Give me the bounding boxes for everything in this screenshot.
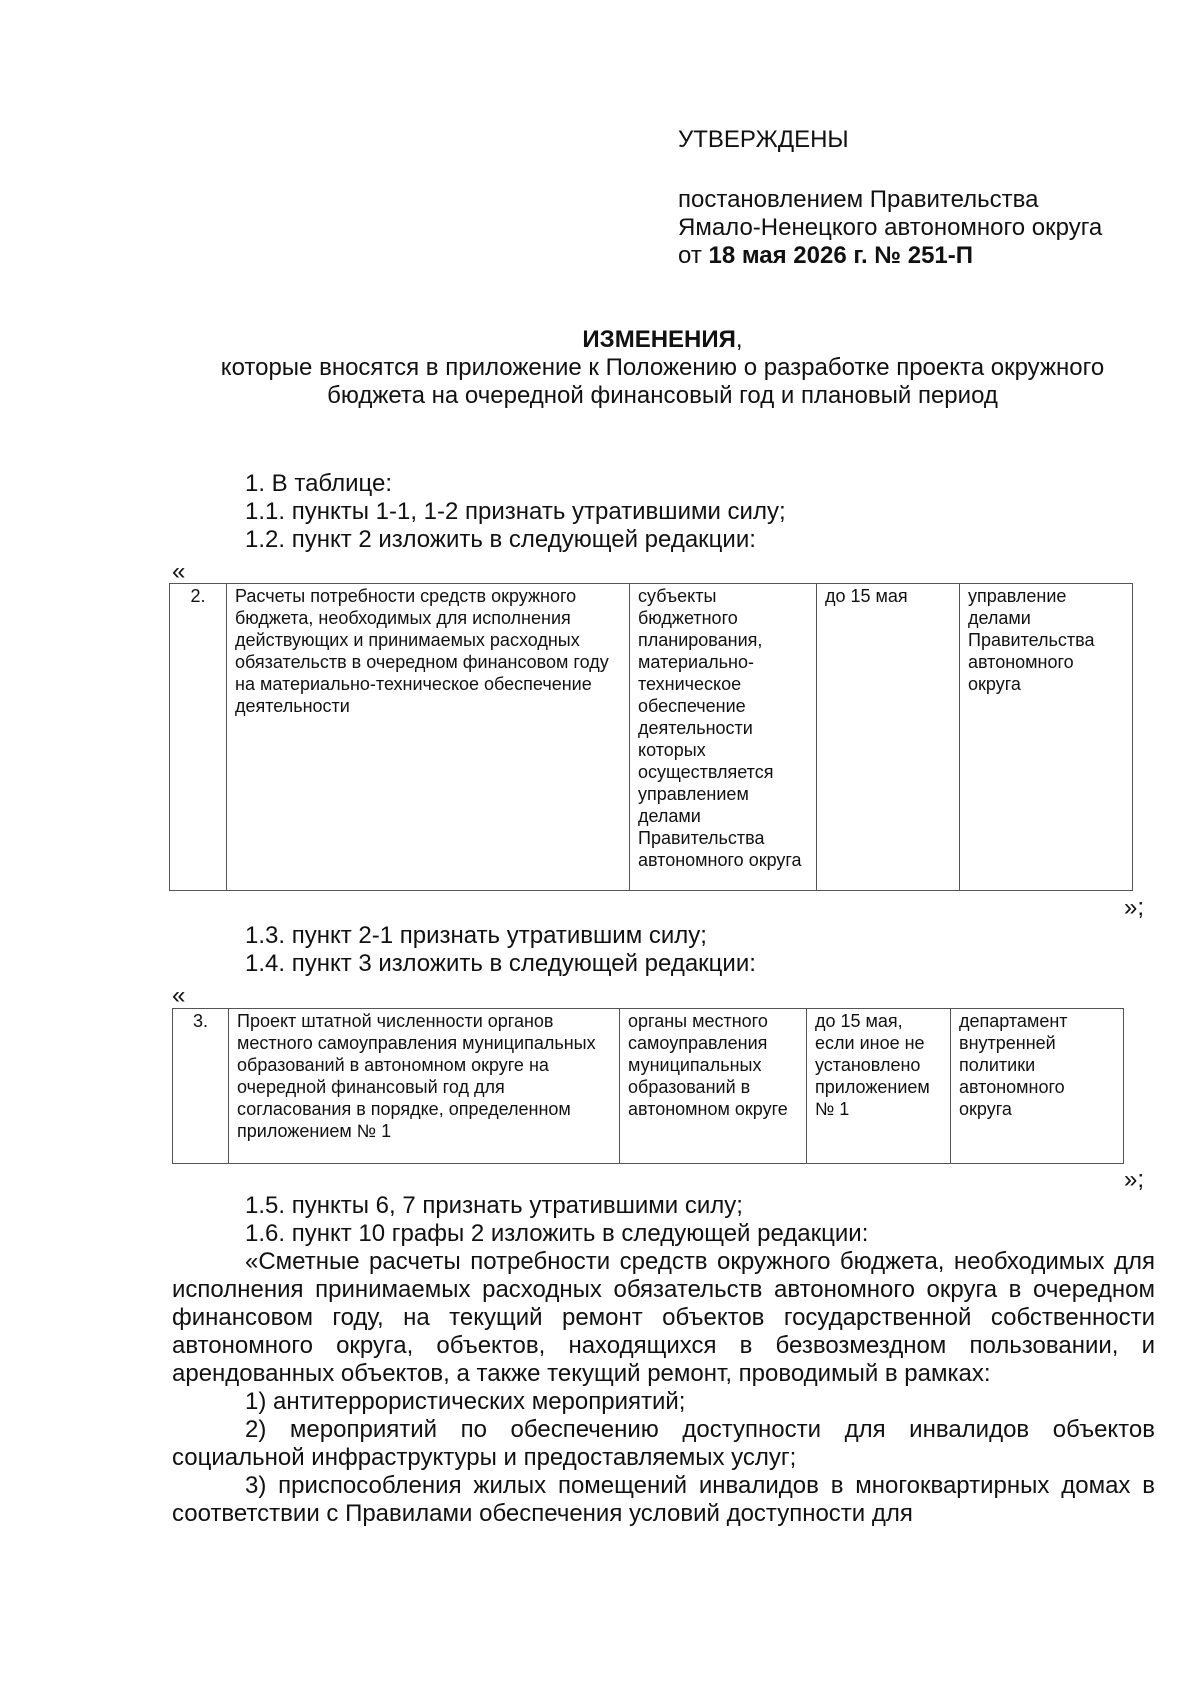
cell-subjects: субъекты бюджетного планирования, материально-техническое обеспечение деятельности которых осуществляется управлением делами Правительства автономного округа bbox=[630, 584, 817, 891]
item-1-2: 1.2. пункт 2 изложить в следующей редакции: bbox=[245, 526, 756, 553]
approval-date-prefix: от bbox=[678, 242, 702, 269]
item-1-6: 1.6. пункт 10 графы 2 изложить в следующей редакции: bbox=[245, 1220, 869, 1247]
items-intro bbox=[172, 470, 1200, 554]
cell-description: Расчеты потребности средств окружного бюджета, необходимых для исполнения действующих и принимаемых расходных обязательств в очередном финансовом году на материально-техническое обеспечение деятельности bbox=[227, 584, 630, 891]
heading-subtitle-line-1: которые вносятся в приложение к Положению о разработке проекта окружного bbox=[220, 354, 1105, 381]
item-1-1: 1.1. пункты 1-1, 1-2 признать утратившими силу; bbox=[245, 498, 786, 525]
paragraph-sub-1: 1) антитеррористических мероприятий; bbox=[245, 1388, 686, 1415]
table-row bbox=[173, 1009, 1124, 1164]
approval-line-1: постановлением Правительства bbox=[678, 186, 1039, 213]
close-quote-2: »; bbox=[1124, 1166, 1145, 1193]
items-middle bbox=[172, 922, 1200, 978]
quoted-paragraph bbox=[172, 1248, 1155, 1528]
approval-title: УТВЕРЖДЕНЫ bbox=[678, 126, 849, 153]
items-final bbox=[172, 1192, 1200, 1248]
cell-responsible: управление делами Правительства автономного округа bbox=[960, 584, 1133, 891]
approval-block bbox=[678, 126, 1178, 270]
open-quote-1: « bbox=[172, 558, 186, 585]
item-1-3: 1.3. пункт 2-1 признать утратившим силу; bbox=[245, 922, 707, 949]
table-row bbox=[170, 584, 1133, 891]
cell-description: Проект штатной численности органов местного самоуправления муниципальных образований в автономном округе на очередной финансовый год для согласования в порядке, определенном приложением № 1 bbox=[229, 1009, 620, 1164]
item-1: 1. В таблице: bbox=[245, 470, 392, 497]
approval-date-line bbox=[678, 242, 1178, 270]
cell-subjects: органы местного самоуправления муниципальных образований в автономном округе bbox=[620, 1009, 807, 1164]
paragraph-sub-3: 3) приспособления жилых помещений инвалидов в многоквартирных домах в соответствии с Правилами обеспечения условий доступности для bbox=[172, 1472, 1155, 1527]
item-1-4: 1.4. пункт 3 изложить в следующей редакции: bbox=[245, 950, 756, 977]
item-1-5: 1.5. пункты 6, 7 признать утратившими силу; bbox=[245, 1192, 743, 1219]
paragraph-sub-2: 2) мероприятий по обеспечению доступности для инвалидов объектов социальной инфраструктуры и предоставляемых услуг; bbox=[172, 1416, 1155, 1471]
table-item-3 bbox=[172, 1008, 1124, 1164]
cell-deadline: до 15 мая, если иное не установлено приложением № 1 bbox=[807, 1009, 951, 1164]
document-heading bbox=[170, 326, 1155, 410]
cell-number: 3. bbox=[173, 1009, 229, 1164]
approval-line-2: Ямало-Ненецкого автономного округа bbox=[678, 214, 1103, 241]
open-quote-2: « bbox=[172, 982, 186, 1009]
approval-date: 18 мая 2026 г. № 251-П bbox=[708, 242, 973, 269]
cell-deadline: до 15 мая bbox=[817, 584, 960, 891]
heading-title: ИЗМЕНЕНИЯ bbox=[582, 326, 736, 353]
close-quote-1: »; bbox=[1124, 894, 1145, 921]
paragraph-main: «Сметные расчеты потребности средств окружного бюджета, необходимых для исполнения принимаемых расходных обязательств автономного округа в очередном финансовом году, на текущий ремонт объектов государственной собственности автономного округа, объектов, находящихся в безвозмездном пользовании, и арендованных объектов, а также текущий ремонт, проводимый в рамках: bbox=[172, 1248, 1155, 1387]
cell-number: 2. bbox=[170, 584, 227, 891]
heading-title-suffix: , bbox=[735, 326, 743, 353]
heading-subtitle-line-2: бюджета на очередной финансовый год и плановый период bbox=[327, 382, 998, 409]
cell-responsible: департамент внутренней политики автономного округа bbox=[951, 1009, 1124, 1164]
table-item-2 bbox=[169, 583, 1133, 891]
